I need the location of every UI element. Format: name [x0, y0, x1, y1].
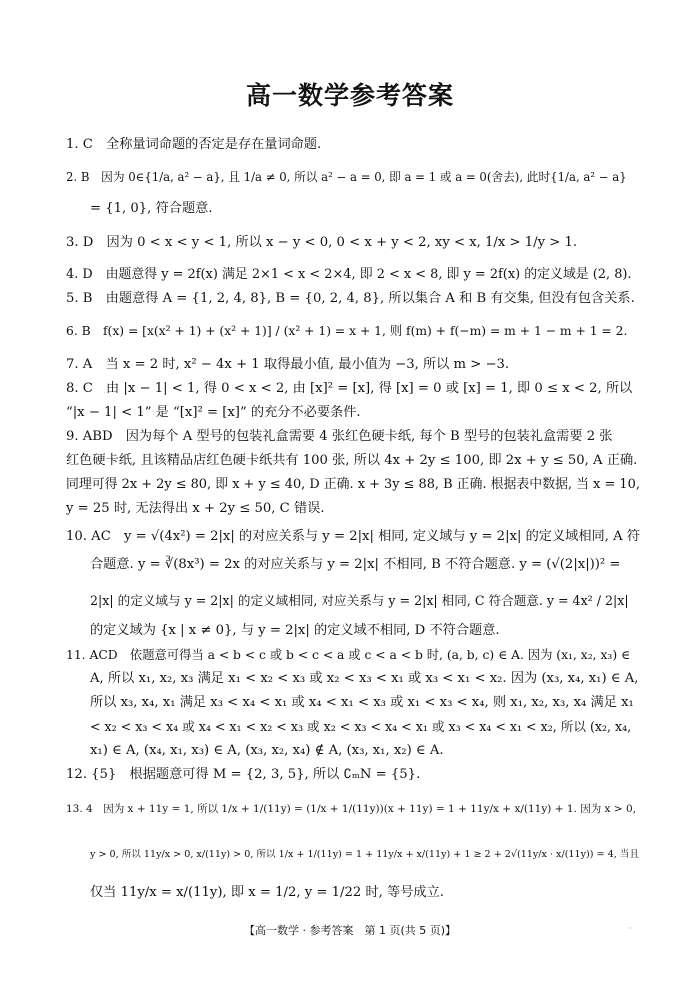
answer-line: 2. B 因为 0∈{1/a, a² − a}, 且 1/a ≠ 0, 所以 a² − a = 0, 即 a = 1 或 a = 0(舍去), 此时{1/a, a² − a}	[66, 170, 627, 184]
page-footer: 【高一数学 · 参考答案 第 1 页(共 5 页)】	[243, 924, 457, 937]
page-title: 高一数学参考答案	[245, 81, 454, 110]
answer-line: 12. {5} 根据题意可得 M = {2, 3, 5}, 所以 ∁ₘN = {5}.	[66, 767, 421, 782]
answer-line: 同理可得 2x + 2y ≤ 80, 即 x + y ≤ 40, D 正确. x + 3y ≤ 88, B 正确. 根据表中数据, 当 x = 10,	[66, 477, 640, 492]
answer-line: = {1, 0}, 符合题意.	[90, 201, 213, 216]
answer-line: 6. B f(x) = [x(x² + 1) + (x² + 1)] / (x² + 1) = x + 1, 则 f(m) + f(−m) = m + 1 − m + 1 = 2.	[66, 324, 628, 338]
answer-line: y > 0, 所以 11y/x > 0, x/(11y) > 0, 所以 1/x + 1/(11y) = 1 + 11y/x + x/(11y) + 1 ≥ 2 + 2√(11y/x · x/(11y)) = 4, 当且	[90, 849, 639, 860]
answer-line: A, 所以 x₁, x₂, x₃ 满足 x₁ < x₂ < x₃ 或 x₂ < x₃ < x₁ 或 x₃ < x₁ < x₂. 因为 (x₃, x₄, x₁) ∈ A,	[90, 671, 639, 686]
answer-line: 10. AC y = √(4x²) = 2|x| 的对应关系与 y = 2|x| 相同, 定义域与 y = 2|x| 的定义域相同, A 符	[66, 529, 641, 544]
answer-line: 1. C 全称量词命题的否定是存在量词命题.	[66, 137, 322, 152]
answer-line: 7. A 当 x = 2 时, x² − 4x + 1 取得最小值, 最小值为 −3, 所以 m > −3.	[66, 357, 510, 372]
answer-line: 8. C 由 |x − 1| < 1, 得 0 < x < 2, 由 [x]² = [x], 得 [x] = 0 或 [x] = 1, 即 0 ≤ x < 2, 所以	[66, 381, 633, 396]
answer-line: 3. D 因为 0 < x < y < 1, 所以 x − y < 0, 0 < x + y < 2, xy < x, 1/x > 1/y > 1.	[66, 235, 578, 250]
corner-mark: ··	[628, 924, 634, 933]
answer-line: 红色硬卡纸, 且该精品店红色硬卡纸共有 100 张, 所以 4x + 2y ≤ 100, 即 2x + y ≤ 50, A 正确.	[66, 453, 638, 468]
answer-line: 合题意. y = ∛(8x³) = 2x 的对应关系与 y = 2|x| 不相同, B 不符合题意. y = (√(2|x|))² =	[90, 557, 621, 572]
answer-line: y = 25 时, 无法得出 x + 2y ≤ 50, C 错误.	[66, 501, 325, 516]
answer-line: x₁) ∈ A, (x₄, x₁, x₃) ∈ A, (x₃, x₂, x₄) ∉ A, (x₃, x₁, x₂) ∈ A.	[90, 743, 444, 758]
answer-line: 9. ABD 因为每个 A 型号的包装礼盒需要 4 张红色硬卡纸, 每个 B 型号的包装礼盒需要 2 张	[66, 429, 613, 444]
answer-line: 5. B 由题意得 A = {1, 2, 4, 8}, B = {0, 2, 4, 8}, 所以集合 A 和 B 有交集, 但没有包含关系.	[66, 291, 635, 306]
answer-line: 所以 x₃, x₄, x₁ 满足 x₃ < x₄ < x₁ 或 x₄ < x₁ < x₃ 或 x₁ < x₃ < x₄, 则 x₁, x₂, x₃, x₄ 满足 x₁	[90, 695, 634, 710]
answer-line: < x₂ < x₃ < x₄ 或 x₄ < x₁ < x₂ < x₃ 或 x₂ < x₃ < x₄ < x₁ 或 x₃ < x₄ < x₁ < x₂, 所以 (x₂, x₄,	[90, 719, 632, 734]
answer-line: 4. D 由题意得 y = 2f(x) 满足 2×1 < x < 2×4, 即 2 < x < 8, 即 y = 2f(x) 的定义域是 (2, 8).	[66, 267, 632, 282]
answer-line: 13. 4 因为 x + 11y = 1, 所以 1/x + 1/(11y) = (1/x + 1/(11y))(x + 11y) = 1 + 11y/x + x/(11y) + 1. 因为 x > 0,	[66, 803, 636, 815]
answer-line: 2|x| 的定义域与 y = 2|x| 的定义域相同, 对应关系与 y = 2|x| 相同, C 符合题意. y = 4x² / 2|x|	[90, 593, 629, 608]
answer-line: “|x − 1| < 1” 是 “[x]² = [x]” 的充分不必要条件.	[66, 405, 361, 420]
answer-line: 11. ACD 依题意可得当 a < b < c 或 b < c < a 或 c < a < b 时, (a, b, c) ∈ A. 因为 (x₁, x₂, x₃) ∈	[66, 648, 631, 662]
answer-line: 仅当 11y/x = x/(11y), 即 x = 1/2, y = 1/22 时, 等号成立.	[90, 885, 444, 900]
answer-line: 的定义域为 {x | x ≠ 0}, 与 y = 2|x| 的定义域不相同, D 不符合题意.	[90, 623, 500, 638]
